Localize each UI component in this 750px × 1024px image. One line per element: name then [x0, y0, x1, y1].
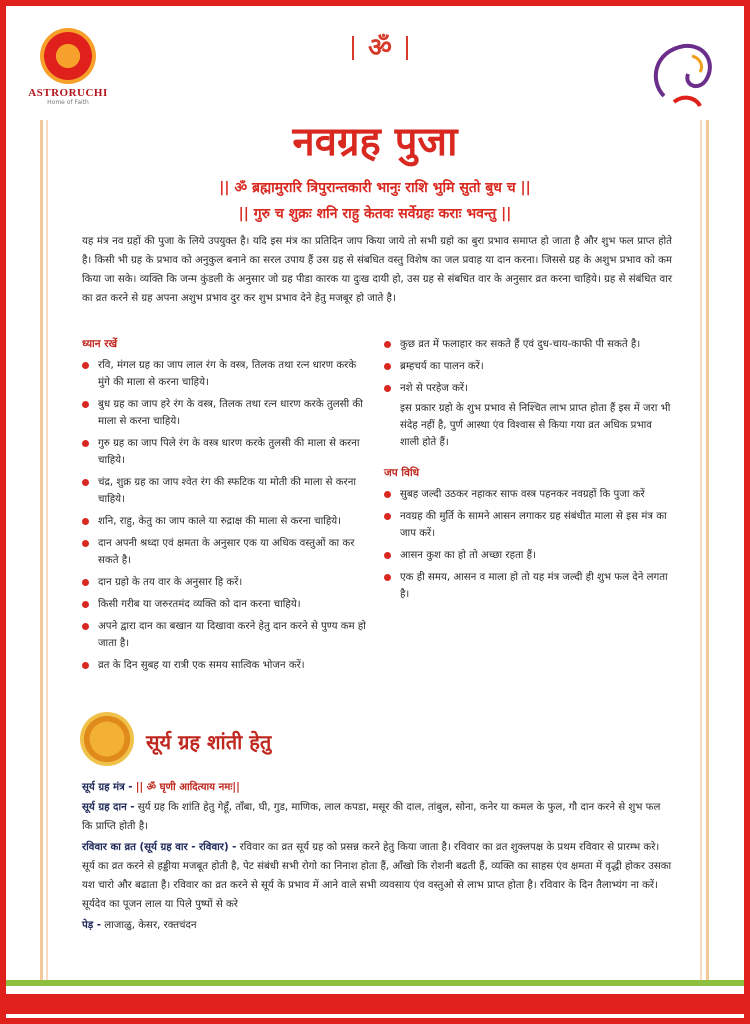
om-symbol: ॐ	[368, 33, 392, 63]
surya-vrat-text: रविवार का व्रत सूर्य ग्रह को प्रसन्न करने हेतु किया जाता है। रविवार का व्रत शुक्लपक्ष के प्रथम रविवार से प्रारम्भ करे। सूर्य का व्रत करने से हड्डीया मजबूत होती है, पेट संबंधी सभी रोगो का निनाश होता हैं, आँखो कि रोशनी बढती हैं, व्यक्ति का साहस एंव क्षमता में वृद्धी होकर उसका यश चारो और बढाता है। रविवार का व्रत करने से सूर्य के प्रभाव में आने वाले सभी व्यवसाय एंव वस्तुओ से लाभ प्राप्त होता है। रविवार के दिन तैलाभ्यंग ना करें। सूर्यदेव का पूजन लाल या पिले पुष्पों से करे	[82, 842, 672, 910]
list-item: रवि, मंगल ग्रह का जाप लाल रंग के वस्त्र, तिलक तथा रत्न धारण करके मुंगे की माला से करना चाहिये।	[82, 357, 366, 391]
right-column	[384, 336, 672, 608]
list-item: बुध ग्रह का जाप हरे रंग के वस्त्र, तिलक तथा रत्न धारण करके तुलसी की माला से करना चाहिये।	[82, 396, 366, 430]
surya-daan-label: सूर्य ग्रह दान -	[82, 802, 135, 813]
intro-paragraph: यह मंत्र नव ग्रहों की पुजा के लिये उपयुक्त है। यदि इस मंत्र का प्रतिदिन जाप किया जाये तो सभी ग्रहो का बुरा प्रभाव समाप्त हो जाता है और शुभ फल प्राप्त होते है। किसी भी ग्रह के प्रभाव को अनुकुल बनाने का सरल उपाय हैं उस ग्रह से संबधित वस्तु विशेष का जल प्रवाह या दान करना। जिससे ग्रह के अशुभ प्रभाव को कम किया जा सके। व्यक्ति कि जन्म कुंडली के अनुसार जो ग्रह पीडा कारक या दुःख दायी हो, उस ग्रह से संबधित वार के अनुसार व्रत करना चाहिये। ग्रह से संबंधित वार का व्रत करने से ग्रह अपना अशुभ प्रभाव दुर कर शुभ प्रभाव देने हेतु मजबूर हो जाते है।	[82, 236, 672, 304]
list-item: गुरु ग्रह का जाप पिले रंग के वस्त्र धारण करके तुलसी की माला से करना चाहिये।	[82, 435, 366, 469]
list-item: ब्रम्हचर्य का पालन करें।	[384, 358, 672, 375]
left-pillar-inner	[46, 120, 48, 980]
jap-vidhi-list	[384, 486, 672, 603]
om-bar-right	[406, 36, 408, 60]
list-item: चंद्र, शुक्र ग्रह का जाप श्वेत रंग की स्फटिक या मोती की माला से करना चाहिये।	[82, 474, 366, 508]
surya-vrat-label: रविवार का व्रत (सूर्य ग्रह वार - रविवार) -	[82, 842, 237, 853]
surya-vrat-para	[82, 838, 672, 914]
list-item: व्रत के दिन सुबह या रात्री एक समय सात्विक भोजन करें।	[82, 657, 366, 674]
right-pillar	[706, 120, 709, 980]
surya-mantra: || ॐ घृणी आदित्याय नमः||	[135, 782, 240, 793]
surya-ped-line	[82, 916, 672, 935]
surya-mantra-line	[82, 778, 672, 797]
left-column	[82, 336, 366, 679]
surya-daan-text: सुर्य ग्रह कि शांति हेतु गेहूँ, ताँबा, घी, गुड, माणिक, लाल कपडा, मसूर की दाल, तांबुल, सोना, कनेर या कमल के फुल, गौ दान करने से शुभ फल कि प्राप्ति होती है।	[82, 802, 661, 832]
list-item: दान ग्रहो के तय वार के अनुसार हि करें।	[82, 574, 366, 591]
right-pillar-inner	[700, 120, 702, 980]
sun-icon	[80, 712, 134, 766]
logo-name: ASTRORUCHI	[28, 87, 108, 99]
bottom-green-band	[6, 980, 744, 986]
page-title: नवग्रह पुजा	[292, 119, 458, 165]
dhyan-heading: ध्यान रखें	[82, 338, 118, 350]
logo-mark-icon	[40, 28, 96, 84]
list-item: कुछ व्रत में फलाहार कर सकते हैं एवं दुध-चाय-काफी पी सकते है।	[384, 336, 672, 353]
astroruchi-logo	[28, 28, 108, 106]
vrat-paragraph: इस प्रकार ग्रहो के शुभ प्रभाव से निश्चित लाभ प्राप्त होता हैं इस में जरा भी संदेह नहीं है, पुर्ण आस्था एंव विश्वास से किया गया व्रत अधिक प्रभाव शाली होते हैं।	[400, 403, 671, 448]
list-item: दान अपनी श्रध्दा एवं क्षमता के अनुसार एक या अधिक वस्तुओं का कर सकते है।	[82, 535, 366, 569]
vrat-list	[384, 336, 672, 397]
list-item: नवग्रह की मुर्ति के सामने आसन लगाकर ग्रह संबंधीत माला से इस मंत्र का जाप करें।	[384, 508, 672, 542]
list-item: आसन कुश का हो तो अच्छा रहता हैं।	[384, 547, 672, 564]
left-pillar	[40, 120, 43, 980]
surya-ped-text: लाजाळु, केसर, रक्तचंदन	[104, 920, 197, 931]
list-item: शनि, राहु, केतु का जाप काले या रुद्राक्ष की माला से करना चाहिये।	[82, 513, 366, 530]
ganesh-icon	[644, 36, 722, 114]
dhyan-list	[82, 357, 366, 674]
list-item: सुबह जल्दी उठकर नहाकर साफ वस्त्र पहनकर नवग्रहों कि पुजा करें	[384, 486, 672, 503]
mantra-line-1: || ॐ ब्रह्मामुरारि त्रिपुरान्तकारी भानुः राशि भुमि सुतो बुध च ||	[219, 180, 531, 196]
list-item: किसी गरीब या जरुरतमंद व्यक्ति को दान करना चाहिये।	[82, 596, 366, 613]
logo-tagline: Home of Faith	[47, 99, 89, 106]
surya-section-title: सूर्य ग्रह शांती हेतु	[146, 730, 272, 754]
list-item: अपने द्वारा दान का बखान या दिखावा करने हेतु दान करने से पुण्य कम हो जाता है।	[82, 618, 366, 652]
mantra-line-2: || गुरु च शुक्रः शनि राहु केतवः सर्वेग्रहः कराः भवन्तु ||	[238, 206, 512, 222]
surya-mantra-label: सूर्य ग्रह मंत्र -	[82, 782, 133, 793]
jap-vidhi-heading: जप विधि	[384, 467, 420, 479]
surya-ped-label: पेड़ -	[82, 920, 102, 931]
list-item: नशे से परहेज करें।	[384, 380, 672, 397]
surya-daan-para	[82, 798, 672, 836]
bottom-red-band	[6, 994, 744, 1014]
list-item: एक ही समय, आसन व माला हो तो यह मंत्र जल्दी ही शुभ फल देने लगता है।	[384, 569, 672, 603]
